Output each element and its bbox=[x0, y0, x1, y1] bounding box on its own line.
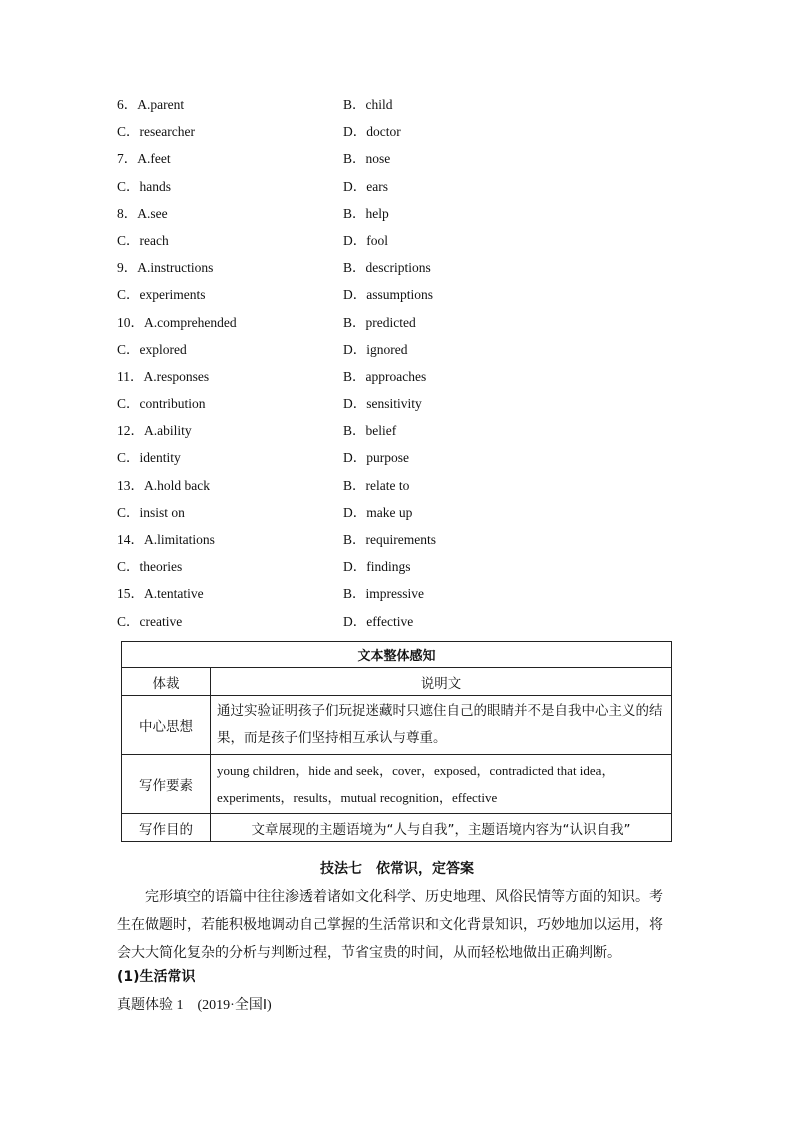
option-right: B．nose bbox=[343, 151, 391, 167]
option-right: D．doctor bbox=[343, 124, 401, 140]
option-row bbox=[0, 444, 794, 471]
option-left: C．creative bbox=[117, 613, 183, 629]
option-right: D．purpose bbox=[343, 450, 409, 466]
purpose-label: 写作目的 bbox=[122, 814, 211, 842]
option-left: 6．A.parent bbox=[117, 97, 185, 112]
sub-heading: (1)生活常识 bbox=[117, 969, 196, 985]
option-row bbox=[0, 118, 794, 145]
option-row bbox=[0, 553, 794, 580]
option-row bbox=[0, 390, 794, 417]
option-left: C．theories bbox=[117, 559, 183, 575]
option-right: B．impressive bbox=[343, 586, 424, 602]
elements-value: young children，hide and seek，cover，exposed，contradicted that idea，experiments，results，mutual recognition，effective bbox=[211, 755, 672, 814]
option-left: 15．A.tentative bbox=[117, 586, 204, 602]
option-left: 14．A.limitations bbox=[117, 532, 215, 547]
option-row bbox=[0, 363, 794, 390]
option-row bbox=[0, 580, 794, 607]
option-right: B．descriptions bbox=[343, 260, 431, 276]
option-row bbox=[0, 91, 794, 118]
option-row bbox=[0, 173, 794, 200]
text-summary-table bbox=[121, 641, 672, 842]
trial-heading: 真题体验 1 (2019·全国Ⅰ) bbox=[117, 998, 272, 1013]
purpose-value: 文章展现的主题语境为“人与自我”，主题语境内容为“认识自我” bbox=[211, 814, 672, 842]
body-paragraph: 完形填空的语篇中往往渗透着诸如文化科学、历史地理、风俗民情等方面的知识。考生在做题时，若能积极地调动自己掌握的生活常识和文化背景知识，巧妙地加以运用，将会大大简化复杂的分析与判断过程，节省宝贵的时间，从而轻松地做出正确判断。 bbox=[117, 889, 663, 961]
theme-value: 通过实验证明孩子们玩捉迷藏时只遮住自己的眼睛并不是自我中心主义的结果，而是孩子们坚持相互承认与尊重。 bbox=[211, 696, 672, 755]
section-title: 技法七 依常识，定答案 bbox=[320, 861, 474, 877]
option-right: B．child bbox=[343, 97, 393, 112]
option-row bbox=[0, 526, 794, 553]
option-right: D．ears bbox=[343, 178, 388, 194]
option-left: 11．A.responses bbox=[117, 368, 210, 384]
option-left: C．experiments bbox=[117, 287, 206, 303]
option-right: D．effective bbox=[343, 613, 414, 629]
option-right: B．predicted bbox=[343, 314, 416, 330]
option-row bbox=[0, 608, 794, 635]
option-right: D．fool bbox=[343, 232, 388, 248]
option-left: C．insist on bbox=[117, 504, 185, 520]
option-left: C．hands bbox=[117, 178, 171, 194]
option-left: C．contribution bbox=[117, 396, 206, 412]
table-title: 文本整体感知 bbox=[122, 642, 672, 668]
option-left: C．researcher bbox=[117, 124, 195, 140]
option-row bbox=[0, 417, 794, 444]
option-right: B．requirements bbox=[343, 532, 436, 547]
option-row bbox=[0, 227, 794, 254]
option-left: C．explored bbox=[117, 341, 187, 357]
option-row bbox=[0, 254, 794, 281]
option-right: B．help bbox=[343, 205, 389, 221]
genre-value: 说明文 bbox=[211, 668, 672, 696]
option-row bbox=[0, 281, 794, 308]
genre-label: 体裁 bbox=[122, 668, 211, 696]
option-right: D．assumptions bbox=[343, 287, 434, 303]
option-right: B．relate to bbox=[343, 477, 410, 493]
option-row bbox=[0, 472, 794, 499]
option-right: D．sensitivity bbox=[343, 396, 422, 412]
option-left: C．identity bbox=[117, 450, 181, 466]
option-left: 12．A.ability bbox=[117, 423, 192, 439]
option-left: 13．A.hold back bbox=[117, 477, 210, 493]
answer-options bbox=[0, 91, 794, 635]
option-left: 10．A.comprehended bbox=[117, 314, 237, 330]
option-right: D．ignored bbox=[343, 341, 408, 357]
theme-label: 中心思想 bbox=[122, 696, 211, 755]
option-left: C．reach bbox=[117, 232, 169, 248]
option-row bbox=[0, 309, 794, 336]
elements-label: 写作要素 bbox=[122, 755, 211, 814]
option-right: B．belief bbox=[343, 423, 397, 439]
option-right: D．make up bbox=[343, 504, 413, 520]
option-left: 7．A.feet bbox=[117, 151, 171, 167]
option-row bbox=[0, 145, 794, 172]
option-row bbox=[0, 200, 794, 227]
option-right: D．findings bbox=[343, 559, 411, 575]
option-row bbox=[0, 336, 794, 363]
option-left: 9．A.instructions bbox=[117, 260, 214, 276]
option-left: 8．A.see bbox=[117, 205, 168, 221]
option-right: B．approaches bbox=[343, 368, 427, 384]
option-row bbox=[0, 499, 794, 526]
